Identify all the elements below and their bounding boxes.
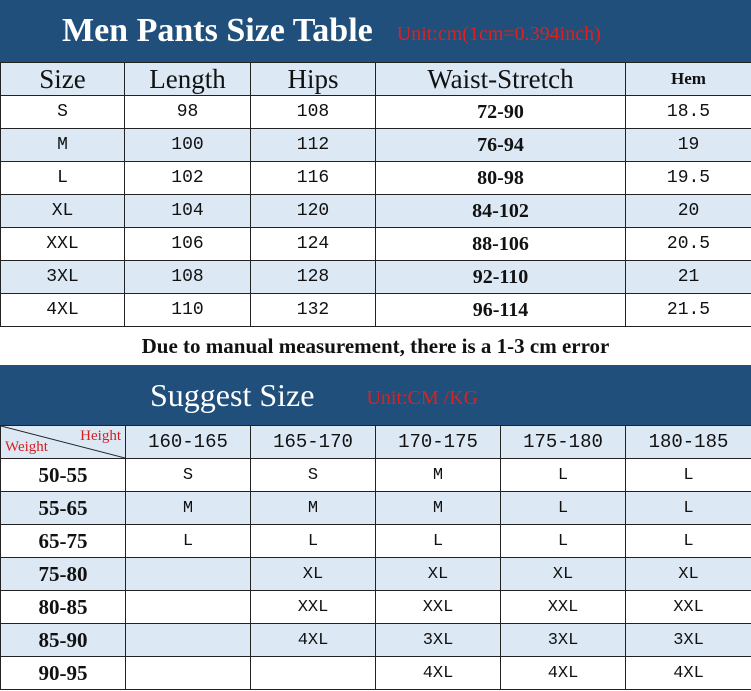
suggest-size-title: Suggest Size [150,376,315,413]
suggest-cell: S [126,459,251,492]
cell-size: 3XL [1,261,125,294]
table-row [1,228,751,261]
height-weight-corner-cell [1,426,126,459]
suggest-cell: 4XL [251,624,376,657]
cell-size: 4XL [1,294,125,327]
suggest-cell: 4XL [501,657,626,690]
cell-waist: 84-102 [376,195,626,228]
cell-hem: 20 [626,195,751,228]
measurement-note: Due to manual measurement, there is a 1-3 cm error [141,333,610,358]
cell-hips: 128 [251,261,376,294]
table-row [1,624,751,657]
weight-cell: 50-55 [1,459,126,492]
weight-cell: 55-65 [1,492,126,525]
table-row [1,261,751,294]
size-table-unit: Unit:cm(1cm=0.394inch) [396,22,601,45]
table-row [1,558,751,591]
suggest-cell: XXL [251,591,376,624]
corner-height-label: Height [80,428,121,444]
weight-cell: 90-95 [1,657,126,690]
suggest-cell: 3XL [501,624,626,657]
table-row [1,294,751,327]
suggest-size-unit: Unit:CM /KG [366,386,479,409]
suggest-cell: XXL [376,591,501,624]
cell-waist: 88-106 [376,228,626,261]
cell-hem: 19.5 [626,162,751,195]
cell-hips: 120 [251,195,376,228]
suggest-cell [126,558,251,591]
suggest-cell: XXL [626,591,751,624]
suggest-cell: L [501,459,626,492]
suggest-cell: M [126,492,251,525]
suggest-cell: 3XL [626,624,751,657]
suggest-cell: S [251,459,376,492]
suggest-cell: XL [501,558,626,591]
cell-hips: 132 [251,294,376,327]
height-header: 165-170 [251,426,376,459]
size-table [0,62,751,327]
size-table-title: Men Pants Size Table [62,12,373,49]
height-header: 175-180 [501,426,626,459]
suggest-header-row [1,426,751,459]
suggest-cell: 4XL [376,657,501,690]
cell-hips: 124 [251,228,376,261]
suggest-cell: L [626,492,751,525]
table-row [1,459,751,492]
suggest-cell: L [251,525,376,558]
weight-cell: 85-90 [1,624,126,657]
cell-size: M [1,129,125,162]
cell-size: L [1,162,125,195]
table-row [1,129,751,162]
suggest-cell: 4XL [626,657,751,690]
cell-size: XL [1,195,125,228]
cell-hem: 19 [626,129,751,162]
suggest-cell: M [251,492,376,525]
suggest-cell: 3XL [376,624,501,657]
cell-hem: 21 [626,261,751,294]
table-row [1,525,751,558]
cell-waist: 96-114 [376,294,626,327]
header-length: Length [125,63,251,96]
cell-length: 98 [125,96,251,129]
cell-waist: 92-110 [376,261,626,294]
suggest-cell: M [376,459,501,492]
header-hem: Hem [626,63,751,96]
cell-length: 106 [125,228,251,261]
cell-waist: 80-98 [376,162,626,195]
size-table-banner [0,0,751,62]
cell-length: 100 [125,129,251,162]
cell-hips: 112 [251,129,376,162]
cell-waist: 72-90 [376,96,626,129]
table-row [1,195,751,228]
cell-size: S [1,96,125,129]
suggest-cell [126,624,251,657]
cell-size: XXL [1,228,125,261]
suggest-cell: L [126,525,251,558]
size-table-header-row [1,63,751,96]
weight-cell: 75-80 [1,558,126,591]
cell-length: 110 [125,294,251,327]
suggest-cell: L [501,492,626,525]
cell-hips: 108 [251,96,376,129]
cell-hem: 20.5 [626,228,751,261]
cell-hips: 116 [251,162,376,195]
weight-cell: 80-85 [1,591,126,624]
cell-hem: 18.5 [626,96,751,129]
header-hips: Hips [251,63,376,96]
corner-weight-label: Weight [5,439,48,455]
cell-length: 108 [125,261,251,294]
suggest-cell: L [626,459,751,492]
cell-length: 102 [125,162,251,195]
table-row [1,657,751,690]
suggest-cell: XL [376,558,501,591]
suggest-cell: L [501,525,626,558]
suggest-size-table [0,425,751,690]
suggest-cell: XL [626,558,751,591]
cell-waist: 76-94 [376,129,626,162]
table-row [1,162,751,195]
height-header: 170-175 [376,426,501,459]
table-row [1,96,751,129]
suggest-cell: XL [251,558,376,591]
suggest-cell: L [376,525,501,558]
weight-cell: 65-75 [1,525,126,558]
height-header: 180-185 [626,426,751,459]
cell-length: 104 [125,195,251,228]
suggest-size-banner [0,365,751,425]
table-row [1,591,751,624]
suggest-cell [251,657,376,690]
header-size: Size [1,63,125,96]
header-waist-stretch: Waist-Stretch [376,63,626,96]
cell-hem: 21.5 [626,294,751,327]
height-header: 160-165 [126,426,251,459]
table-row [1,492,751,525]
suggest-cell [126,657,251,690]
suggest-cell: M [376,492,501,525]
suggest-cell [126,591,251,624]
suggest-cell: XXL [501,591,626,624]
suggest-cell: L [626,525,751,558]
